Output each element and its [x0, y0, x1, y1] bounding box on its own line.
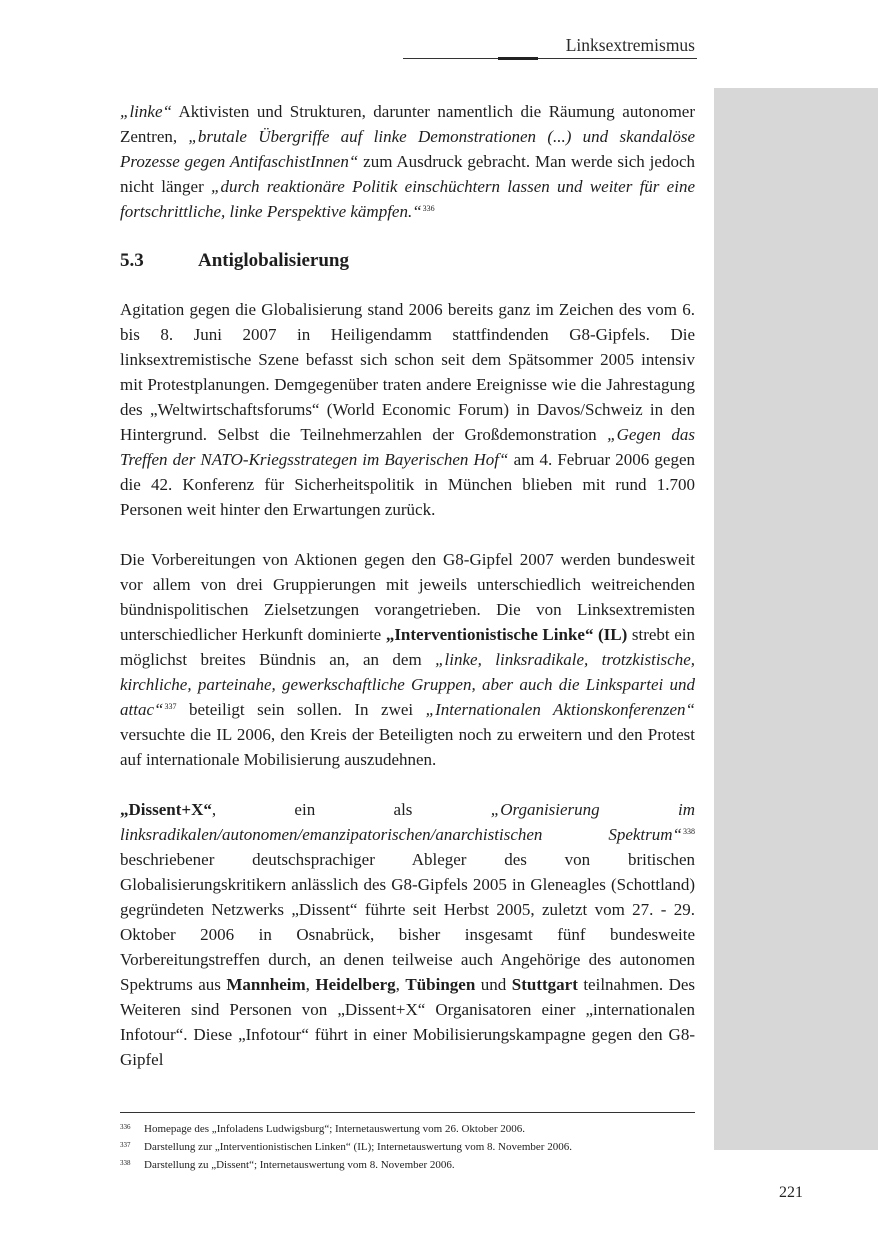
city-name: Tübingen: [405, 975, 476, 994]
body-span: beschriebener deutschsprachiger Ableger des von britischen Globalisierungskritikern anlässlich des G8-Gipfels 2005 in Gleneagles (Schottland) gegründeten Netzwerks „Dissent“ führte seit Herbst 2005, zuletzt vom 27. - 29. Oktober 2006 in Osnabrück, bisher insgesamt fünf bundesweite Vorbereitungstreffen durch, an denen teilweise auch Angehörige des autonomen Spektrums aus: [120, 850, 695, 994]
footnote-ref[interactable]: 337: [164, 702, 177, 711]
body-span: beteiligt sein sollen. In zwei: [176, 700, 426, 719]
section-number: 5.3: [120, 250, 144, 271]
quote-text: „brutale Übergriffe auf linke Demonstrationen (...) und skandalöse Prozesse gegen AntifaschistInnen“: [120, 127, 696, 171]
footnote-ref[interactable]: 338: [683, 827, 695, 836]
body-span: Aktivisten und Strukturen, darunter namentlich die Räumung autonomer Zentren,: [120, 102, 695, 146]
organization-name: „Interventionistische Linke“ (IL): [385, 625, 628, 644]
footnote-text: Homepage des „Infoladens Ludwigsburg“; Internetauswertung vom 26. Oktober 2006.: [144, 1123, 526, 1135]
body-span: ,: [305, 975, 316, 994]
body-span: ,: [395, 975, 406, 994]
body-span: Agitation gegen die Globalisierung stand 2006 bereits ganz im Zeichen des vom 6. bis 8. Juni 2007 in Heiligendamm stattfindenden G8-Gipfels. Die linksextremistische Szene befasst sich schon seit dem Spätsommer 2005 intensiv mit Protestplanungen. Demgegenüber traten andere Ereignisse wie die Jahrestagung des „Weltwirtschaftsforums“ (World Economic Forum) in Davos/Schweiz in den Hintergrund. Selbst die Teilnehmerzahlen der Großdemonstration: [120, 300, 695, 444]
paragraph: [120, 297, 695, 522]
quote-text: „durch reaktionäre Politik einschüchtern lassen und weiter für eine fortschrittliche, linke Perspektive kämpfen.“: [120, 177, 695, 221]
page-number: 221: [779, 1184, 803, 1201]
paragraph: [120, 797, 695, 1072]
footnote-rule: [120, 1112, 695, 1113]
body-span: und: [475, 975, 512, 994]
quote-text: „Internationalen Aktionskonferenzen“: [425, 700, 695, 719]
quote-text: „linke“: [120, 102, 172, 121]
footnote: [120, 1138, 695, 1156]
footnote-number: 336: [120, 1123, 131, 1131]
margin-bar: [714, 88, 878, 1150]
footnote: [120, 1120, 695, 1138]
quote-text: „linke, linksradikale, trotzkistische, kirchliche, parteinahe, gewerkschaftliche Gruppen, aber auch die Linkspartei und attac“: [120, 650, 695, 719]
paragraph-continuation: [120, 99, 695, 224]
footnote-number: 337: [120, 1141, 131, 1149]
footnote-text: Darstellung zur „Interventionistischen Linken“ (IL); Internetauswertung vom 8. November 2006.: [144, 1141, 572, 1153]
body-text: [120, 99, 695, 1097]
section-title: Antiglobalisierung: [198, 250, 349, 271]
body-span: Die Vorbereitungen von Aktionen gegen den G8-Gipfel 2007 werden bundesweit vor allem von drei Gruppierungen mit jeweils unterschiedlich weitreichenden bündnispolitischen Zielsetzungen vorangetrieben. Die von Linksextremisten unterschiedlicher Herkunft dominierte: [120, 550, 695, 644]
body-span: zum Ausdruck gebracht. Man werde sich jedoch nicht länger: [120, 152, 695, 196]
quote-text: „Gegen das Treffen der NATO-Kriegsstrategen im Bayerischen Hof“: [120, 425, 695, 469]
section-heading: [120, 249, 695, 273]
running-header: Linksextremismus: [565, 35, 695, 55]
header-rule-accent: [498, 57, 538, 60]
footnote-ref[interactable]: 336: [422, 204, 435, 213]
body-span: versuchte die IL 2006, den Kreis der Beteiligten noch zu erweitern und den Protest auf internationale Mobilisierung auszudehnen.: [120, 725, 695, 769]
city-name: Mannheim: [226, 975, 306, 994]
header-rule: [403, 58, 697, 59]
city-name: Stuttgart: [511, 975, 578, 994]
body-span: , ein als: [211, 800, 491, 819]
body-span: strebt ein möglichst breites Bündnis an, an dem: [120, 625, 696, 669]
footnotes: [120, 1120, 695, 1174]
quote-text: „Organisierung im linksradikalen/autonomen/emanzipatorischen/anarchistischen Spektrum“: [120, 800, 695, 844]
footnote-number: 338: [120, 1159, 131, 1167]
footnote: [120, 1156, 695, 1174]
body-span: am 4. Februar 2006 gegen die 42. Konferenz für Sicherheitspolitik in München blieben mit rund 1.700 Personen weit hinter den Erwartungen zurück.: [120, 450, 695, 519]
city-name: Heidelberg: [315, 975, 396, 994]
organization-name: „Dissent+X“: [120, 800, 212, 819]
footnote-text: Darstellung zu „Dissent“; Internetauswertung vom 8. November 2006.: [144, 1159, 455, 1171]
paragraph: [120, 547, 695, 772]
body-span: teilnahmen. Des Weiteren sind Personen von „Dissent+X“ Organisatoren einer „internationalen Infotour“. Diese „Infotour“ führt in einer Mobilisierungskampagne gegen den G8-Gipfel: [120, 975, 696, 1069]
